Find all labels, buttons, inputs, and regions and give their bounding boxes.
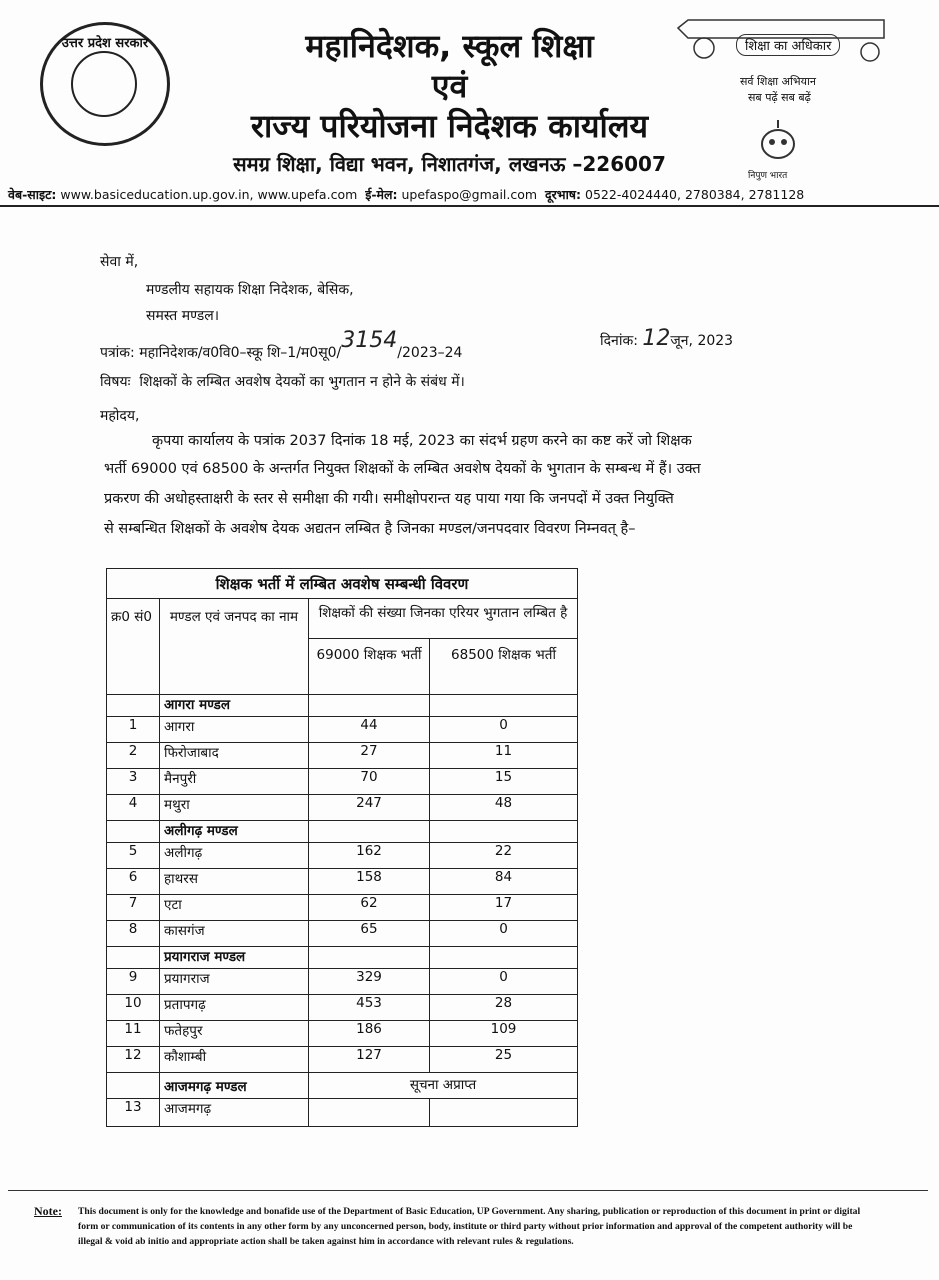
reference-label: पत्रांक:: [100, 345, 135, 361]
row-sno: 13: [107, 1099, 160, 1127]
row-district: मैनपुरी: [160, 769, 309, 795]
reference-text: महानिदेशक/व0वि0–स्कू शि–1/म0सू0/: [139, 345, 342, 361]
header-divider: [0, 205, 939, 207]
row-68500: 28: [430, 995, 578, 1021]
info-not-received: सूचना अप्राप्त: [309, 1073, 578, 1099]
office-title-line1: महानिदेशक, स्कूल शिक्षा: [305, 27, 594, 65]
mandal-row: आगरा मण्डल: [160, 695, 309, 717]
row-sno: 12: [107, 1047, 160, 1073]
ssa-slogan: सब पढ़ें सब बढ़ें: [748, 91, 811, 104]
body-para-line1: कृपया कार्यालय के पत्रांक 2037 दिनांक 18 मई, 2023 का संदर्भ ग्रहण करने का कष्ट करें जो शिक्षक: [152, 433, 692, 449]
office-title-line3: राज्य परियोजना निदेशक कार्यालय: [250, 107, 649, 145]
mandal-row: आजमगढ़ मण्डल: [160, 1073, 309, 1099]
row-69000: 186: [309, 1021, 430, 1047]
row-69000: 70: [309, 769, 430, 795]
table-title: शिक्षक भर्ती में लम्बित अवशेष सम्बन्धी विवरण: [107, 569, 578, 599]
row-district: आगरा: [160, 717, 309, 743]
ssa-label: सर्व शिक्षा अभियान: [740, 75, 816, 88]
row-68500: 84: [430, 869, 578, 895]
nipun-bharat-logo-icon: [748, 118, 808, 164]
row-sno: 9: [107, 969, 160, 995]
row-sno: 10: [107, 995, 160, 1021]
row-district: प्रतापगढ़: [160, 995, 309, 1021]
col-header-sno: क्र0 सं0: [107, 599, 160, 695]
email: upefaspo@gmail.com: [401, 187, 538, 202]
body-para-line4: से सम्बन्धित शिक्षकों के अवशेष देयक अद्यतन लम्बित है जिनका मण्डल/जनपदवार विवरण निम्नवत् है–: [104, 521, 636, 537]
footer-divider: [8, 1190, 928, 1191]
office-address: समग्र शिक्षा, विद्या भवन, निशातगंज, लखनऊ –226007: [233, 152, 666, 176]
row-68500: 15: [430, 769, 578, 795]
reference-number: 3154: [341, 328, 398, 353]
phone: 0522-4024440, 2780384, 2781128: [585, 187, 805, 202]
row-district: कौशाम्बी: [160, 1047, 309, 1073]
row-district: मथुरा: [160, 795, 309, 821]
row-69000: 65: [309, 921, 430, 947]
row-sno: 7: [107, 895, 160, 921]
to-label: सेवा में,: [100, 254, 139, 270]
subject-line: [100, 372, 465, 391]
phone-label: दूरभाष:: [545, 187, 582, 202]
row-68500: 11: [430, 743, 578, 769]
website: www.basiceducation.up.gov.in, www.upefa.com: [60, 187, 358, 202]
row-sno: 6: [107, 869, 160, 895]
subject-label: विषयः: [100, 374, 131, 390]
pending-arrears-table: [106, 568, 578, 1127]
nipun-bharat-label: निपुण भारत: [748, 171, 788, 181]
date-rest: जून, 2023: [670, 333, 734, 349]
row-69000: 44: [309, 717, 430, 743]
row-sno: 1: [107, 717, 160, 743]
website-label: वेब-साइट:: [8, 187, 57, 202]
row-sno: 2: [107, 743, 160, 769]
mandal-row: प्रयागराज मण्डल: [160, 947, 309, 969]
date-label: दिनांक:: [600, 333, 638, 349]
row-sno: 8: [107, 921, 160, 947]
row-69000: 247: [309, 795, 430, 821]
row-69000: 162: [309, 843, 430, 869]
date-day: 12: [642, 326, 671, 351]
row-sno: 11: [107, 1021, 160, 1047]
date-line: [600, 326, 733, 351]
col-header-68500: 68500 शिक्षक भर्ती: [430, 639, 578, 695]
row-sno: 4: [107, 795, 160, 821]
row-district: प्रयागराज: [160, 969, 309, 995]
row-district: फतेहपुर: [160, 1021, 309, 1047]
body-para-line2: भर्ती 69000 एवं 68500 के अन्तर्गत नियुक्त शिक्षकों के लम्बित अवशेष देयकों के भुगतान के सम्बन्ध में हैं। उक्त: [104, 461, 701, 477]
row-69000: 453: [309, 995, 430, 1021]
col-header-group: शिक्षकों की संख्या जिनका एरियर भुगतान लम्बित है: [309, 599, 578, 639]
row-68500: 0: [430, 717, 578, 743]
row-69000: 27: [309, 743, 430, 769]
row-69000: 158: [309, 869, 430, 895]
office-title-line2: एवं: [431, 67, 468, 105]
recipient-line1: मण्डलीय सहायक शिक्षा निदेशक, बेसिक,: [146, 282, 354, 298]
row-69000: 127: [309, 1047, 430, 1073]
note-label: Note:: [34, 1204, 62, 1218]
row-68500: 0: [430, 921, 578, 947]
row-68500: 17: [430, 895, 578, 921]
row-district: कासगंज: [160, 921, 309, 947]
row-68500: 25: [430, 1047, 578, 1073]
row-district: आजमगढ़: [160, 1099, 309, 1127]
subject-text: शिक्षकों के लम्बित अवशेष देयकों का भुगतान न होने के संबंध में।: [139, 374, 465, 390]
row-68500: 48: [430, 795, 578, 821]
row-68500: 109: [430, 1021, 578, 1047]
row-district: एटा: [160, 895, 309, 921]
row-district: अलीगढ़: [160, 843, 309, 869]
recipient-line2: समस्त मण्डल।: [146, 308, 220, 324]
row-69000: 329: [309, 969, 430, 995]
col-header-69000: 69000 शिक्षक भर्ती: [309, 639, 430, 695]
note-text: This document is only for the knowledge and bonafide use of the Department of Basic Education, UP Government. Any sharing, publication or reproduction of this document in print or digital form or communication of its contents in any other form by any unconcerned person, body, institute or third party without prior information and approval of the competent authority will be illegal & void ab initio and appropriate action shall be taken against him in accordance with relevant rules & regulations.: [78, 1206, 861, 1247]
emblem-text: उत्तर प्रदेश सरकार: [61, 36, 149, 51]
row-sno: 5: [107, 843, 160, 869]
reference-line: [100, 328, 463, 363]
mandal-row: अलीगढ़ मण्डल: [160, 821, 309, 843]
rte-badge: शिक्षा का अधिकार: [736, 34, 840, 56]
body-para-line3: प्रकरण की अधोहस्ताक्षरी के स्तर से समीक्षा की गयी। समीक्षोपरान्त यह पाया गया कि जनपदों में उक्त नियुक्ति: [104, 491, 674, 507]
row-69000: 62: [309, 895, 430, 921]
row-68500: 0: [430, 969, 578, 995]
email-label: ई-मेल:: [365, 187, 398, 202]
reference-year: /2023–24: [397, 345, 463, 361]
row-68500: 22: [430, 843, 578, 869]
salutation: महोदय,: [100, 408, 140, 424]
contact-line: [8, 186, 804, 203]
row-district: फिरोजाबाद: [160, 743, 309, 769]
col-header-name: मण्डल एवं जनपद का नाम: [160, 599, 309, 695]
row-sno: 3: [107, 769, 160, 795]
row-district: हाथरस: [160, 869, 309, 895]
